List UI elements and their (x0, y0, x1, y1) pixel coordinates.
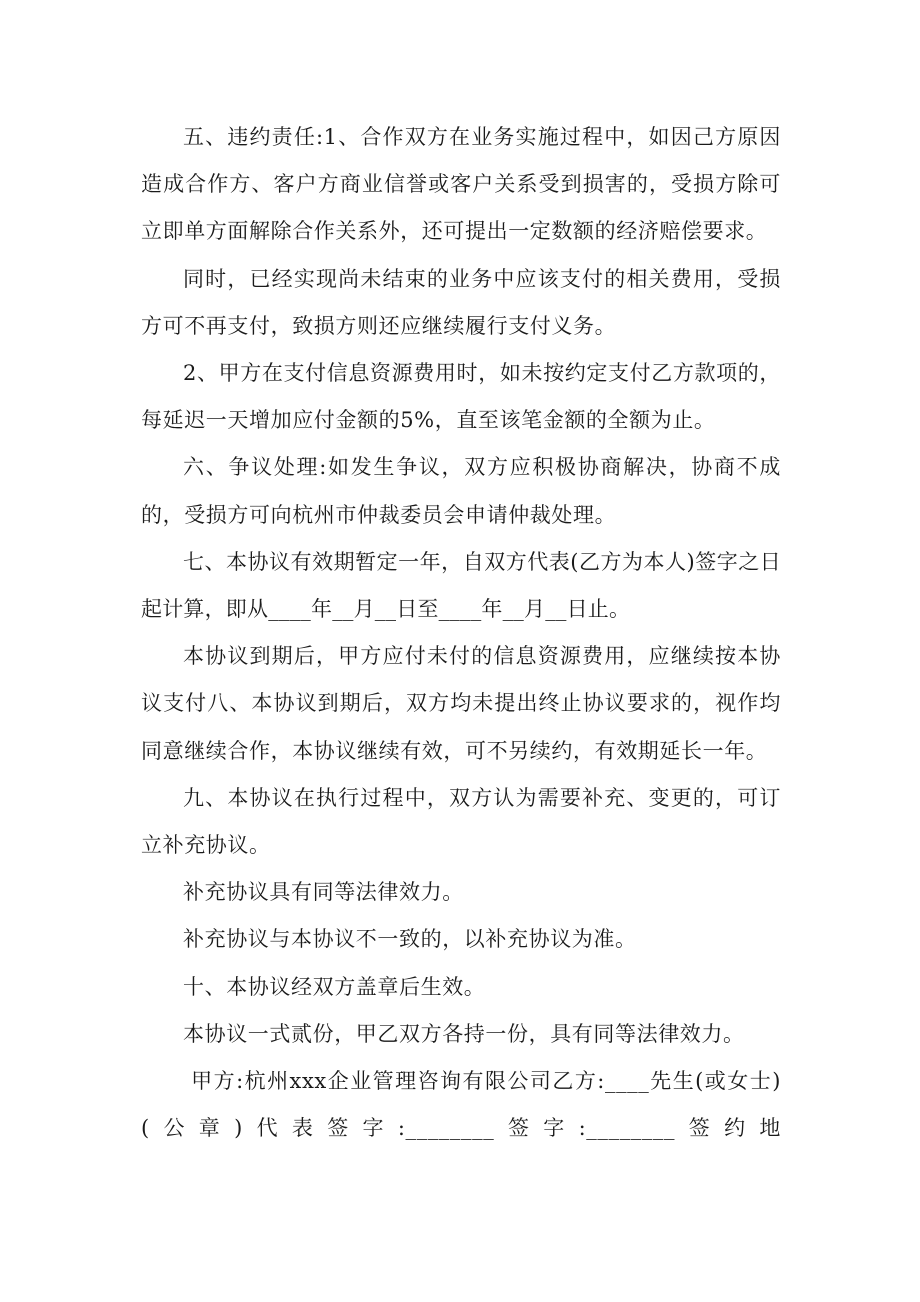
paragraph-effective: 十、本协议经双方盖章后生效。 (183, 974, 486, 999)
paragraph-validity-period: 七、本协议有效期暂定一年，自双方代表(乙方为本人)签字之日起计算，即从____年__月__日至____年__月__日止。 (141, 549, 781, 622)
paragraph-signatures: 甲方:杭州xxx企业管理咨询有限公司乙方:____先生(或女士)(公章)代表签字:________签字:________签约地 (141, 1069, 781, 1141)
document-body (141, 114, 781, 1152)
paragraph-supplement-precedence: 补充协议与本协议不一致的，以补充协议为准。 (183, 927, 637, 952)
paragraph-outstanding-fees: 同时，已经实现尚未结束的业务中应该支付的相关费用，受损方可不再支付，致损方则还应继续履行支付义务。 (141, 266, 781, 338)
paragraph-late-payment: 2、甲方在支付信息资源费用时，如未按约定支付乙方款项的，每延迟一天增加应付金额的5%，直至该笔金额的全额为止。 (141, 361, 781, 433)
paragraph-supplement-effect: 补充协议具有同等法律效力。 (183, 880, 464, 905)
paragraph-breach-liability: 五、违约责任:1、合作双方在业务实施过程中，如因己方原因造成合作方、客户方商业信誉或客户关系受到损害的，受损方除可立即单方面解除合作关系外，还可提出一定数额的经济赔偿要求。 (141, 125, 781, 244)
paragraph-dispute-resolution: 六、争议处理:如发生争议，双方应积极协商解决，协商不成的，受损方可向杭州市仲裁委员会申请仲裁处理。 (141, 455, 781, 527)
paragraph-copies: 本协议一式贰份，甲乙双方各持一份，具有同等法律效力。 (183, 1021, 745, 1046)
paragraph-expiry-renewal: 本协议到期后，甲方应付未付的信息资源费用，应继续按本协议支付八、本协议到期后，双方均未提出终止协议要求的，视作均同意继续合作，本协议继续有效，可不另续约，有效期延长一年。 (141, 644, 781, 763)
paragraph-supplement: 九、本协议在执行过程中，双方认为需要补充、变更的，可订立补充协议。 (141, 785, 781, 858)
